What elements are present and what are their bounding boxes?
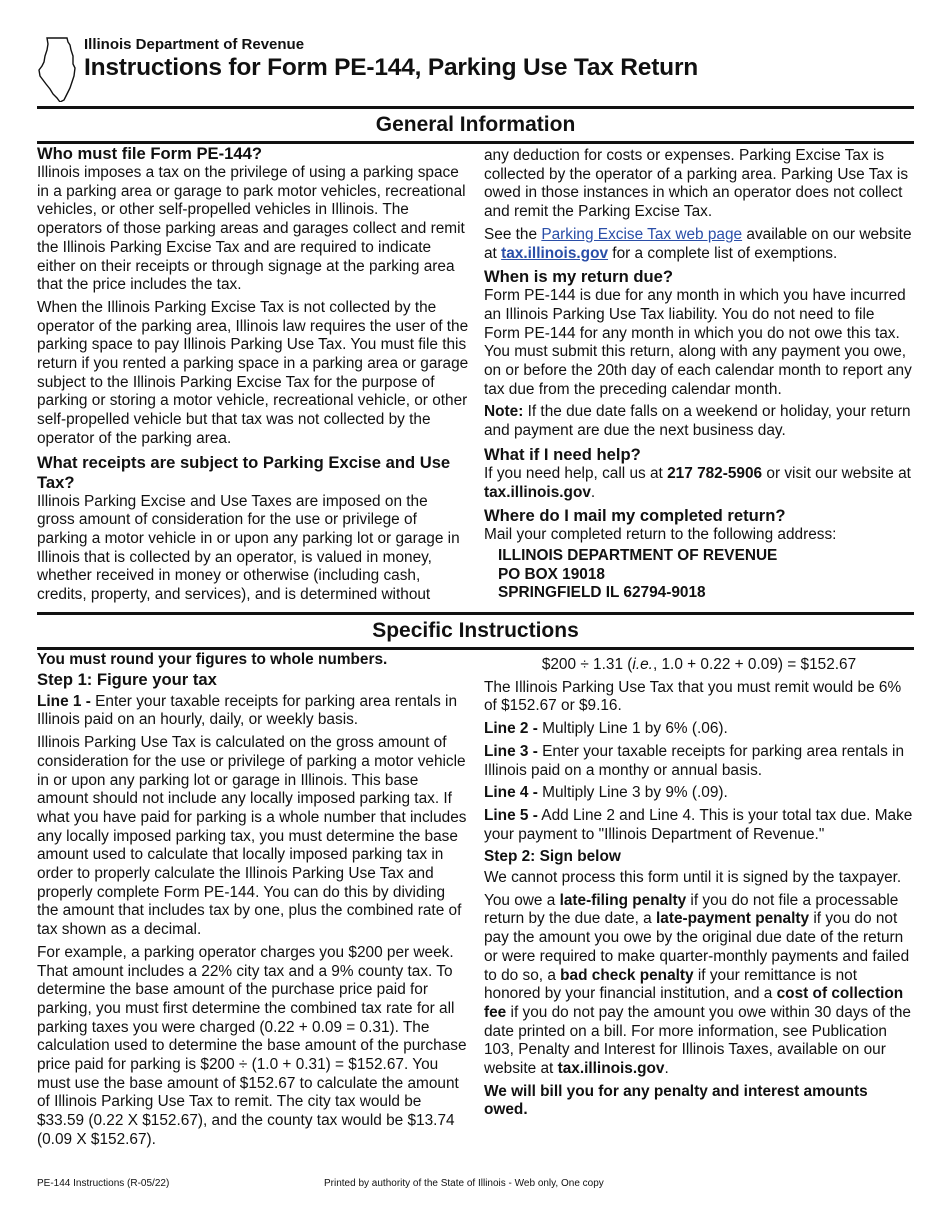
when-due-heading: When is my return due?	[484, 267, 674, 287]
parking-excise-tax-web-page-link[interactable]: Parking Excise Tax web page	[541, 225, 743, 243]
line-4-instruction	[484, 784, 914, 803]
round-figures-note: You must round your figures to whole numbers.	[37, 651, 388, 668]
penalty-text: You owe a	[484, 891, 560, 909]
line-2-instruction	[484, 720, 914, 739]
general-information-heading: General Information	[37, 106, 914, 144]
footer-printed-by: Printed by authority of the State of Illinois - Web only, One copy	[324, 1178, 604, 1189]
tax-illinois-gov-link[interactable]: tax.illinois.gov	[501, 244, 609, 262]
sign-paragraph: We cannot process this form until it is signed by the taxpayer.	[484, 869, 902, 887]
help-text-mid: or visit our website at	[762, 464, 911, 482]
due-note-label: Note:	[484, 403, 524, 421]
receipts-paragraph: Illinois Parking Excise and Use Taxes are imposed on the gross amount of consideration for the use or privilege of parking a motor vehicle in or upon any parking lot or garage in Illinois that is collected by an operator, is valued in money, whether received in money or otherwise (including cash, credits, property, and services), and is determined without	[37, 492, 460, 604]
specific-right-column	[484, 656, 914, 1124]
agency-name: Illinois Department of Revenue	[84, 36, 305, 53]
penalty-text: .	[664, 1060, 669, 1078]
page-title: Instructions for Form PE-144, Parking Use Tax Return	[84, 54, 699, 81]
line-2-text: Multiply Line 1 by 6% (.06).	[537, 720, 728, 738]
exemptions-paragraph	[484, 226, 914, 263]
calculation-paragraph: Illinois Parking Use Tax is calculated on the gross amount of consideration for the use or privilege of parking a motor vehicle in or upon any parking lot or garage in Illinois. This base amount should not include any locally imposed parking tax. If what you have paid for parking is a whole number that includes any locally imposed parking tax, you must determine the base amount used to calculate that locally imposed parking tax in order to properly calculate the Illinois Parking Use Tax and properly complete Form PE-144. You can do this by dividing the amount that includes tax by one, plus the combined rate of tax shown as a decimal.	[37, 734, 467, 939]
late-payment-penalty: late-payment penalty	[655, 910, 810, 928]
penalty-text: if you do not pay the amount you owe by the original due date of the return or were required to make quarter-monthly payments and failed to do so, a	[484, 910, 910, 984]
line-2-label: Line 2 -	[484, 720, 538, 738]
bad-check-penalty: bad check penalty	[560, 966, 694, 984]
mail-heading: Where do I mail my completed return?	[484, 506, 786, 526]
due-note-text: If the due date falls on a weekend or holiday, your return and payment are due the next business day.	[484, 403, 911, 440]
page-header	[37, 32, 914, 104]
line-4-text: Multiply Line 3 by 9% (.09).	[537, 784, 728, 802]
specific-instructions-heading: Specific Instructions	[37, 612, 914, 650]
address-line: SPRINGFIELD IL 62794-9018	[498, 584, 706, 602]
who-must-file-heading: Who must file Form PE-144?	[37, 144, 262, 163]
penalty-paragraph	[484, 892, 914, 1079]
who-must-file-paragraph-1: Illinois imposes a tax on the privilege of using a parking space in a parking area or garage to park motor vehicles, recreational vehicles, or other self-propelled vehicles in Illinois. The operators of those parking areas and garages collect and remit the Illinois Parking Excise Tax and are required to indicate either on their receipts or through signage at the parking area that the price includes the tax.	[37, 164, 466, 294]
exemptions-text-mid: available on our website at	[484, 225, 912, 262]
line-1-text: Enter your taxable receipts for parking area rentals in Illinois paid on an hourly, daily, or weekly basis.	[37, 692, 458, 729]
example-paragraph: For example, a parking operator charges you $200 per week. That amount includes a 22% city tax and a 9% county tax. To determine the base amount of the purchase price paid for parking, you must first determine the combined tax rate for all parking taxes you were charged (0.22 + 0.09 = 0.31). The calculation used to determine the base amount of the purchase price paid for parking is $200 ÷ (1.0 + 0.31) = $152.67. You must use the base amount of $152.67 to calculate the amount of Illinois Parking Use Tax to remit. The city tax would be $33.59 (0.22 X $152.67), and the county tax would be $13.74 (0.09 X $152.67).	[37, 943, 467, 1148]
general-right-column	[484, 147, 914, 603]
illinois-state-outline-icon	[37, 36, 79, 102]
help-text-post: .	[590, 483, 596, 501]
line-5-instruction	[484, 807, 914, 844]
address-line: PO BOX 19018	[498, 565, 605, 583]
help-text-pre: If you need help, call us at	[484, 464, 668, 482]
line-1-instruction	[37, 693, 469, 730]
step-1-heading: Step 1: Figure your tax	[37, 669, 217, 689]
penalty-text: if you do not pay the amount you owe within 30 days of the date printed on a bill. For more information, see Publication 103, Penalty and Interest for Illinois Taxes, available on our website at	[484, 1003, 911, 1078]
example-formula	[484, 656, 914, 675]
need-help-heading: What if I need help?	[484, 444, 641, 464]
penalty-website: tax.illinois.gov	[557, 1060, 665, 1078]
remit-paragraph: The Illinois Parking Use Tax that you must remit would be 6% of $152.67 or $9.16.	[484, 678, 902, 715]
line-3-label: Line 3 -	[484, 742, 538, 760]
cost-of-collection-fee: cost of collection fee	[484, 985, 904, 1021]
specific-left-column	[37, 651, 469, 1154]
receipts-heading: What receipts are subject to Parking Excise and Use Tax?	[37, 452, 451, 492]
line-3-text: Enter your taxable receipts for parking area rentals in Illinois paid on a monthy or annual basis.	[484, 742, 905, 779]
mail-intro: Mail your completed return to the following address:	[484, 526, 837, 544]
line-5-text: Add Line 2 and Line 4. This is your total tax due. Make your payment to "Illinois Department of Revenue."	[484, 806, 913, 843]
line-5-label: Line 5 -	[484, 806, 538, 824]
need-help-paragraph	[484, 465, 914, 502]
billing-note: We will bill you for any penalty and interest amounts owed.	[484, 1082, 868, 1119]
footer-form-id: PE-144 Instructions (R-05/22)	[37, 1178, 170, 1189]
general-left-column	[37, 144, 469, 609]
when-due-paragraph: Form PE-144 is due for any month in which you have incurred an Illinois Parking Use Tax liability. You do not need to file Form PE-144 for any month in which you do not owe this tax. You must submit this return, along with any payment you owe, on or before the 20th day of each calendar month to report any tax due from the preceding calendar month.	[484, 287, 912, 398]
exemptions-text-post: for a complete list of exemptions.	[608, 244, 838, 262]
line-4-label: Line 4 -	[484, 784, 538, 802]
penalty-text: if you do not file a processable return by the due date, a	[484, 891, 899, 928]
exemptions-text-pre: See the	[484, 225, 542, 243]
formula-post: , 1.0 + 0.22 + 0.09) = $152.67	[652, 656, 857, 673]
late-filing-penalty: late-filing penalty	[559, 891, 687, 909]
formula-ie: i.e.	[632, 656, 653, 673]
mailing-address	[498, 547, 914, 603]
help-website: tax.illinois.gov	[484, 483, 591, 501]
penalty-text: if your remittance is not honored by your financial institution, and a	[484, 966, 857, 1003]
address-line: ILLINOIS DEPARTMENT OF REVENUE	[498, 546, 778, 564]
help-phone: 217 782-5906	[667, 464, 763, 482]
who-must-file-paragraph-2: When the Illinois Parking Excise Tax is not collected by the operator of the parking area, Illinois law requires the user of the parking space to pay Illinois Parking Use Tax. You must file this return if you rented a parking space in a parking area or garage subject to the Illinois Parking Excise Tax for the purpose of parking or storing a motor vehicle, recreational vehicle, or other self-propelled vehicle but that tax was not collected by the operator of the parking area.	[37, 298, 469, 447]
due-note	[484, 403, 914, 440]
line-3-instruction	[484, 743, 914, 780]
formula-pre: $200 ÷ 1.31 (	[541, 656, 633, 673]
line-1-label: Line 1 -	[37, 692, 91, 710]
step-2-heading: Step 2: Sign below	[484, 848, 621, 866]
receipts-paragraph-continued: any deduction for costs or expenses. Parking Excise Tax is collected by the operator of a parking area. Parking Use Tax is owed in those instances in which an operator does not collect and remit the Parking Excise Tax.	[484, 147, 909, 221]
